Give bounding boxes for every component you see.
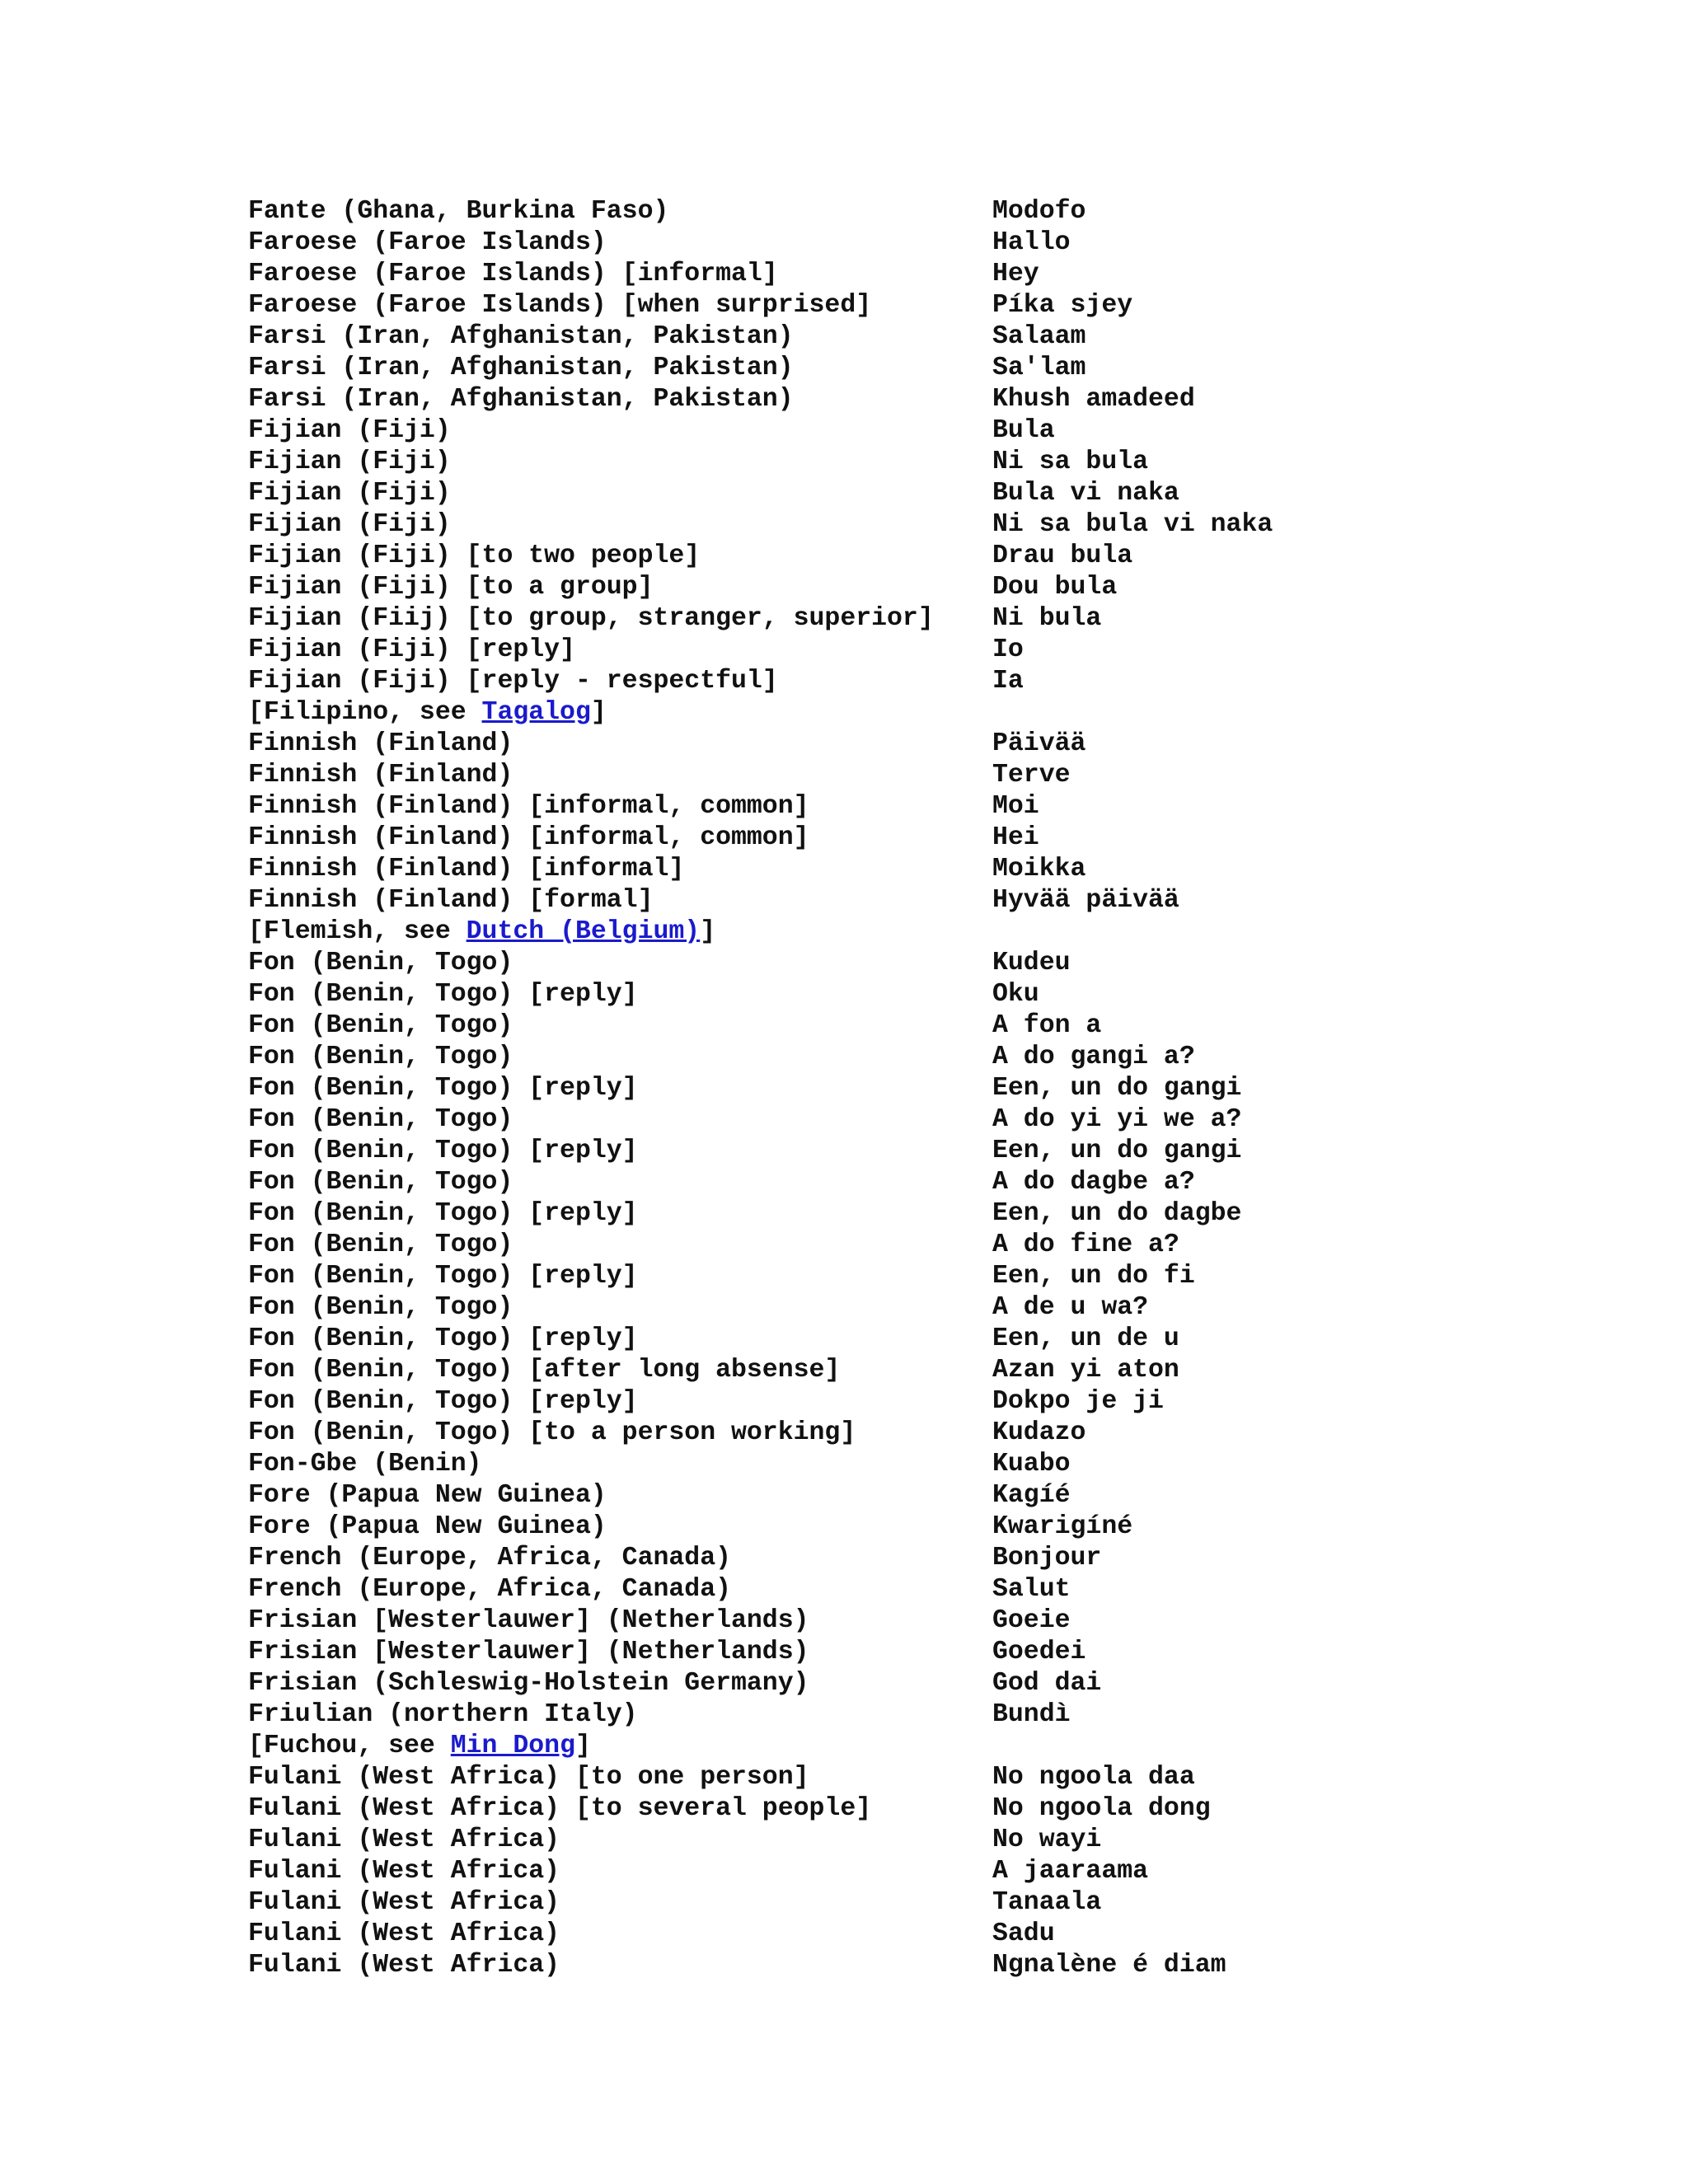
language-label: Finnish (Finland) [informal] [248, 855, 685, 883]
language-label: Fulani (West Africa) [248, 1825, 560, 1854]
greeting-text: Dokpo je ji [992, 1387, 1164, 1416]
cross-reference-note [248, 1731, 591, 1762]
list-item [248, 1793, 1649, 1825]
list-item [248, 1324, 1649, 1355]
greeting-text: Een, un de u [992, 1324, 1179, 1353]
language-label: Fulani (West Africa) [to several people] [248, 1794, 872, 1823]
language-label: Faroese (Faroe Islands) [when surprised] [248, 291, 872, 320]
list-item [248, 948, 1649, 979]
language-label: Fijian (Fiji) [reply - respectful] [248, 667, 778, 696]
list-item [248, 603, 1649, 635]
language-label: Fon (Benin, Togo) [reply] [248, 1074, 638, 1103]
greeting-text: Bula vi naka [992, 479, 1179, 508]
list-item [248, 1292, 1649, 1324]
language-label: Frisian [Westerlauwer] (Netherlands) [248, 1638, 809, 1666]
language-label: Fijian (Fiji) [248, 448, 451, 476]
greeting-text: Tanaala [992, 1888, 1102, 1917]
greeting-text: Salaam [992, 322, 1086, 351]
greeting-text: Kwarigíné [992, 1512, 1133, 1541]
greeting-text: Terve [992, 761, 1071, 790]
greeting-text: Hey [992, 260, 1039, 288]
see-suffix: ] [574, 1732, 591, 1760]
greeting-text: Sadu [992, 1919, 1055, 1948]
greeting-text: Een, un do dagbe [992, 1199, 1242, 1228]
cross-reference-link[interactable]: Dutch (Belgium) [466, 917, 701, 946]
list-item [248, 791, 1649, 823]
greeting-text: God dai [992, 1669, 1102, 1698]
language-label: French (Europe, Africa, Canada) [248, 1575, 731, 1604]
greeting-text: Sa'lam [992, 354, 1086, 382]
language-label: Faroese (Faroe Islands) [248, 228, 607, 257]
list-item [248, 447, 1649, 478]
list-item [248, 1449, 1649, 1480]
language-label: Finnish (Finland) [informal, common] [248, 823, 809, 852]
language-label: Fijian (Fiji) [reply] [248, 635, 575, 664]
language-label: Fon (Benin, Togo) [reply] [248, 980, 638, 1009]
language-label: Fijian (Fiji) [248, 416, 451, 445]
language-label: Fon (Benin, Togo) [reply] [248, 1387, 638, 1416]
language-label: Fulani (West Africa) [248, 1857, 560, 1886]
greeting-text: Io [992, 635, 1024, 664]
language-label: Finnish (Finland) [formal] [248, 886, 654, 915]
list-item [248, 259, 1649, 290]
language-label: Fon (Benin, Togo) [248, 1011, 513, 1040]
language-label: Fijian (Fiji) [to two people] [248, 541, 701, 570]
greeting-text: Een, un do fi [992, 1262, 1195, 1291]
language-label: Fijian (Fiji) [248, 510, 451, 539]
greeting-text: Kagíé [992, 1481, 1071, 1510]
list-item [248, 635, 1649, 666]
list-item [248, 1418, 1649, 1449]
greeting-text: Drau bula [992, 541, 1133, 570]
language-label: Fon (Benin, Togo) [248, 1043, 513, 1071]
greeting-text: Goedei [992, 1638, 1086, 1666]
list-item [248, 729, 1649, 760]
greeting-text: Een, un do gangi [992, 1074, 1242, 1103]
see-prefix: [Filipino, see [248, 698, 482, 727]
list-item [248, 885, 1649, 916]
cross-reference-row [248, 697, 1649, 729]
language-label: Frisian [Westerlauwer] (Netherlands) [248, 1606, 809, 1635]
language-label: Fon-Gbe (Benin) [248, 1450, 482, 1479]
greetings-list [248, 196, 1649, 1981]
language-label: Fulani (West Africa) [248, 1919, 560, 1948]
language-label: Fon (Benin, Togo) [248, 1105, 513, 1134]
language-label: Fon (Benin, Togo) [to a person working] [248, 1418, 856, 1447]
list-item [248, 196, 1649, 227]
list-item [248, 1919, 1649, 1950]
list-item [248, 290, 1649, 321]
language-label: Friulian (northern Italy) [248, 1700, 638, 1729]
list-item [248, 384, 1649, 415]
language-label: Fulani (West Africa) [248, 1888, 560, 1917]
list-item [248, 1104, 1649, 1136]
language-label: Fon (Benin, Togo) [248, 1168, 513, 1197]
language-label: Fon (Benin, Togo) [reply] [248, 1262, 638, 1291]
list-item [248, 1480, 1649, 1511]
language-label: Fijian (Fiij) [to group, stranger, superior] [248, 604, 934, 633]
cross-reference-note [248, 916, 715, 948]
greeting-text: Hyvää päivää [992, 886, 1179, 915]
list-item [248, 666, 1649, 697]
language-label: Finnish (Finland) [248, 729, 513, 758]
greeting-text: Kuabo [992, 1450, 1071, 1479]
list-item [248, 1230, 1649, 1261]
greeting-text: No ngoola dong [992, 1794, 1211, 1823]
language-label: Farsi (Iran, Afghanistan, Pakistan) [248, 322, 794, 351]
cross-reference-link[interactable]: Tagalog [481, 698, 591, 727]
language-label: Fon (Benin, Togo) [after long absense] [248, 1356, 841, 1385]
language-label: Fon (Benin, Togo) [reply] [248, 1199, 638, 1228]
list-item [248, 1637, 1649, 1668]
list-item [248, 1699, 1649, 1731]
cross-reference-link[interactable]: Min Dong [450, 1732, 575, 1760]
list-item [248, 1574, 1649, 1605]
greeting-text: Bula [992, 416, 1055, 445]
greeting-text: Ia [992, 667, 1024, 696]
list-item [248, 823, 1649, 854]
list-item [248, 854, 1649, 885]
language-label: Fon (Benin, Togo) [248, 1293, 513, 1322]
greeting-text: A do gangi a? [992, 1043, 1195, 1071]
language-label: Farsi (Iran, Afghanistan, Pakistan) [248, 385, 794, 414]
greeting-text: A do fine a? [992, 1230, 1179, 1259]
cross-reference-row [248, 916, 1649, 948]
greeting-text: A do dagbe a? [992, 1168, 1195, 1197]
greeting-text: Hallo [992, 228, 1071, 257]
greeting-text: Khush amadeed [992, 385, 1195, 414]
list-item [248, 478, 1649, 509]
greeting-text: Salut [992, 1575, 1071, 1604]
greeting-text: A do yi yi we a? [992, 1105, 1242, 1134]
greeting-text: A jaaraama [992, 1857, 1149, 1886]
list-item [248, 1198, 1649, 1230]
list-item [248, 1543, 1649, 1574]
language-label: Fante (Ghana, Burkina Faso) [248, 197, 669, 226]
list-item [248, 1511, 1649, 1543]
greeting-text: Ni bula [992, 604, 1102, 633]
greeting-text: Píka sjey [992, 291, 1133, 320]
language-label: Fulani (West Africa) [248, 1951, 560, 1980]
greeting-text: Dou bula [992, 573, 1118, 602]
list-item [248, 760, 1649, 791]
see-prefix: [Fuchou, see [248, 1732, 451, 1760]
language-label: Farsi (Iran, Afghanistan, Pakistan) [248, 354, 794, 382]
list-item [248, 979, 1649, 1010]
list-item [248, 572, 1649, 603]
greeting-text: Ni sa bula vi naka [992, 510, 1273, 539]
greeting-text: Päivää [992, 729, 1086, 758]
language-label: Fon (Benin, Togo) [248, 1230, 513, 1259]
list-item [248, 1167, 1649, 1198]
greeting-text: No ngoola daa [992, 1763, 1195, 1792]
list-item [248, 1355, 1649, 1386]
language-label: Fulani (West Africa) [to one person] [248, 1763, 809, 1792]
greeting-text: Bundì [992, 1700, 1071, 1729]
list-item [248, 1386, 1649, 1418]
language-label: Finnish (Finland) [248, 761, 513, 790]
greeting-text: Moikka [992, 855, 1086, 883]
cross-reference-note [248, 697, 607, 729]
greeting-text: Goeie [992, 1606, 1071, 1635]
list-item [248, 1073, 1649, 1104]
language-label: Fijian (Fiji) [248, 479, 451, 508]
list-item [248, 321, 1649, 353]
greeting-text: A fon a [992, 1011, 1102, 1040]
language-label: Frisian (Schleswig-Holstein Germany) [248, 1669, 809, 1698]
list-item [248, 1856, 1649, 1887]
cross-reference-row [248, 1731, 1649, 1762]
greeting-text: Kudeu [992, 949, 1071, 977]
language-label: Fon (Benin, Togo) [248, 949, 513, 977]
list-item [248, 509, 1649, 541]
list-item [248, 1668, 1649, 1699]
list-item [248, 1605, 1649, 1637]
language-label: Fijian (Fiji) [to a group] [248, 573, 654, 602]
greeting-text: Een, un do gangi [992, 1137, 1242, 1165]
greeting-text: A de u wa? [992, 1293, 1149, 1322]
language-label: Fore (Papua New Guinea) [248, 1481, 607, 1510]
greeting-text: Bonjour [992, 1544, 1102, 1572]
language-label: Fore (Papua New Guinea) [248, 1512, 607, 1541]
list-item [248, 1261, 1649, 1292]
greeting-text: Hei [992, 823, 1039, 852]
list-item [248, 1950, 1649, 1981]
language-label: Fon (Benin, Togo) [reply] [248, 1324, 638, 1353]
list-item [248, 541, 1649, 572]
see-prefix: [Flemish, see [248, 917, 467, 946]
list-item [248, 1010, 1649, 1042]
list-item [248, 1825, 1649, 1856]
see-suffix: ] [700, 917, 716, 946]
list-item [248, 227, 1649, 259]
list-item [248, 1136, 1649, 1167]
list-item [248, 1762, 1649, 1793]
greeting-text: Modofo [992, 197, 1086, 226]
list-item [248, 415, 1649, 447]
list-item [248, 1042, 1649, 1073]
greeting-text: Ni sa bula [992, 448, 1149, 476]
list-item [248, 1887, 1649, 1919]
language-label: Finnish (Finland) [informal, common] [248, 792, 809, 821]
greeting-text: Kudazo [992, 1418, 1086, 1447]
greeting-text: Moi [992, 792, 1039, 821]
greeting-text: Ngnalène é diam [992, 1951, 1226, 1980]
greeting-text: Azan yi aton [992, 1356, 1179, 1385]
language-label: Faroese (Faroe Islands) [informal] [248, 260, 778, 288]
language-label: Fon (Benin, Togo) [reply] [248, 1137, 638, 1165]
list-item [248, 353, 1649, 384]
see-suffix: ] [590, 698, 607, 727]
language-label: French (Europe, Africa, Canada) [248, 1544, 731, 1572]
greeting-text: Oku [992, 980, 1039, 1009]
greeting-text: No wayi [992, 1825, 1102, 1854]
